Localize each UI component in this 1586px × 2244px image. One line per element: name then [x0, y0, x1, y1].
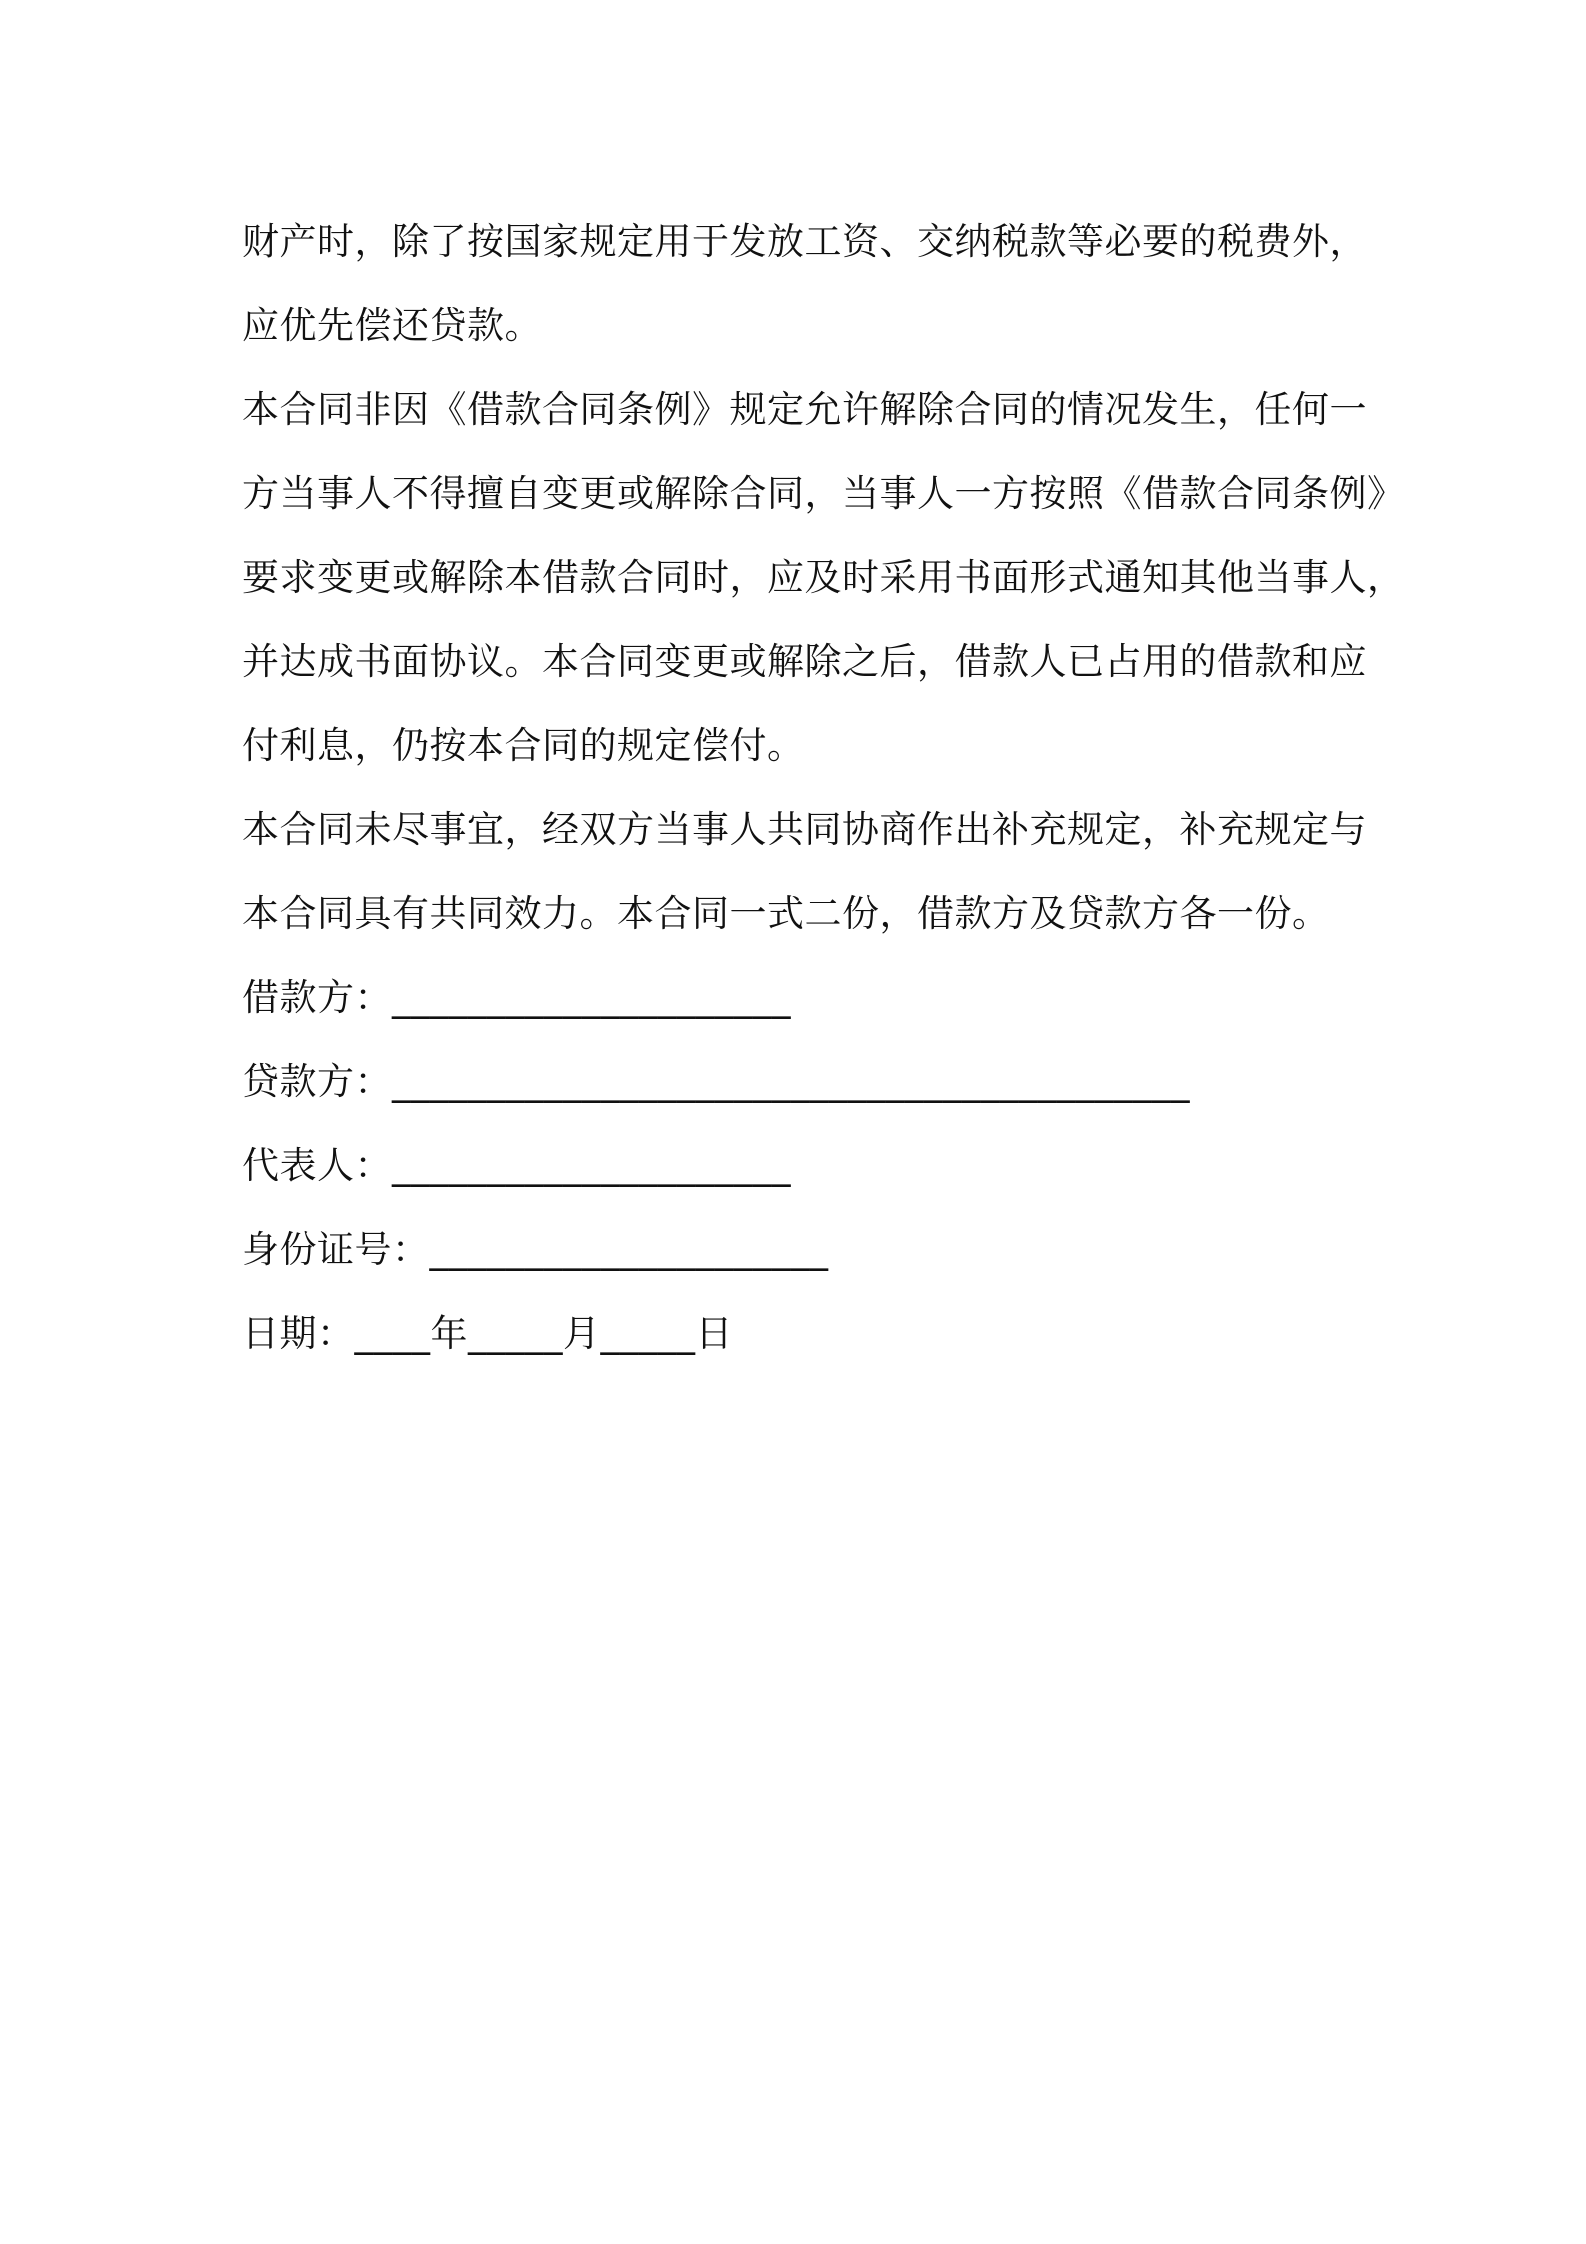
- text-line: 要求变更或解除本借款合同时，应及时采用书面形式通知其他当事人，: [242, 556, 1405, 599]
- signature-block: [242, 956, 1372, 1376]
- text-line: 应优先偿还贷款。: [242, 304, 542, 347]
- text-line: 财产时，除了按国家规定用于发放工资、交纳税款等必要的税费外，: [242, 220, 1367, 263]
- document-body: [242, 200, 1405, 1376]
- lender-field: 贷款方：__________________________________________: [242, 1060, 1190, 1103]
- representative-field: 代表人：_____________________: [242, 1144, 791, 1187]
- paragraph-contract-modification: [242, 368, 1405, 788]
- text-line: 本合同非因《借款合同条例》规定允许解除合同的情况发生，任何一: [242, 388, 1367, 431]
- text-line: 本合同具有共同效力。本合同一式二份，借款方及贷款方各一份。: [242, 892, 1330, 935]
- paragraph-supplementary-terms: [242, 788, 1372, 956]
- text-line: 本合同未尽事宜，经双方当事人共同协商作出补充规定，补充规定与: [242, 808, 1367, 851]
- text-line: 方当事人不得擅自变更或解除合同，当事人一方按照《借款合同条例》: [242, 472, 1405, 515]
- text-line: 并达成书面协议。本合同变更或解除之后，借款人已占用的借款和应: [242, 640, 1367, 683]
- id-number-field: 身份证号：_____________________: [242, 1228, 829, 1271]
- text-line: 付利息，仍按本合同的规定偿付。: [242, 724, 805, 767]
- date-field: 日期：____年_____月_____日: [242, 1312, 733, 1355]
- borrower-field: 借款方：_____________________: [242, 976, 791, 1019]
- paragraph-property-liquidation: [242, 200, 1372, 368]
